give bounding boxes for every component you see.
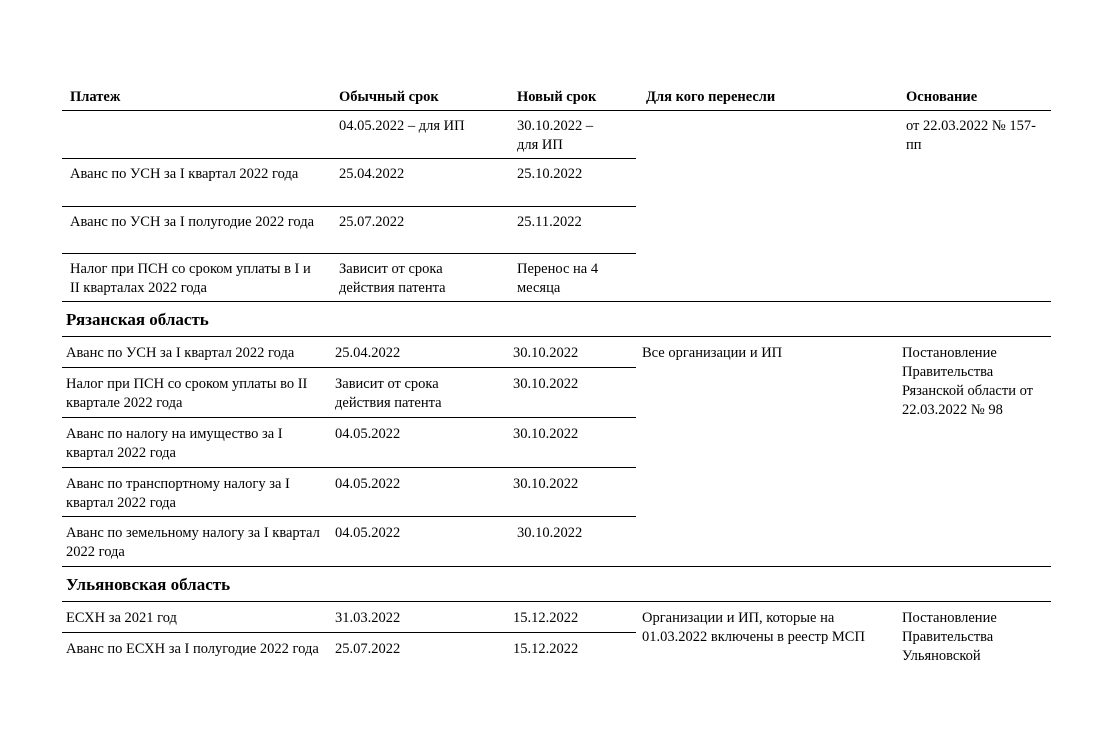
ryazan-basis: Постановление Правительства Рязанской области от 22.03.2022 № 98 <box>902 345 1033 418</box>
header-divider <box>62 110 1051 111</box>
section-divider <box>62 336 1051 337</box>
ryazan-row1-usual: Зависит от срока действия патента <box>335 376 442 411</box>
region-title-ulyanovsk: Ульяновская область <box>66 575 231 594</box>
section-divider <box>62 601 1051 602</box>
ryazan-row3-payment: Аванс по транспортному налогу за I квартал 2022 года <box>66 476 290 511</box>
ulyanovsk-for-whom: Организации и ИП, которые на 01.03.2022 включены в реестр МСП <box>642 610 865 645</box>
s1-row0-new: 30.10.2022 – для ИП <box>517 118 594 153</box>
s1-basis: от 22.03.2022 № 157-пп <box>906 118 1036 153</box>
ryazan-row4-new: 30.10.2022 <box>517 525 583 541</box>
row-divider <box>62 367 636 368</box>
s1-row1-usual: 25.04.2022 <box>339 166 405 182</box>
ryazan-row2-new: 30.10.2022 <box>513 426 579 442</box>
s1-row0-usual: 04.05.2022 – для ИП <box>339 118 465 134</box>
ryazan-row4-payment: Аванс по земельному налогу за I квартал 2022 года <box>66 525 320 560</box>
row-divider <box>62 467 636 468</box>
ryazan-row0-usual: 25.04.2022 <box>335 345 401 361</box>
ryazan-row2-usual: 04.05.2022 <box>335 426 401 442</box>
header-usual-term: Обычный срок <box>339 89 439 105</box>
s1-row-divider <box>62 158 636 159</box>
row-divider <box>62 417 636 418</box>
ryazan-row1-payment: Налог при ПСН со сроком уплаты во II квартале 2022 года <box>66 376 308 411</box>
row-divider <box>62 516 636 517</box>
ulyanovsk-row1-payment: Аванс по ЕСХН за I полугодие 2022 года <box>66 641 319 657</box>
header-for-whom: Для кого перенесли <box>646 89 776 105</box>
ryazan-row0-payment: Аванс по УСН за I квартал 2022 года <box>66 345 295 361</box>
ulyanovsk-row1-new: 15.12.2022 <box>513 641 579 657</box>
s1-row-divider <box>62 206 636 207</box>
s1-row3-usual: Зависит от срока действия патента <box>339 261 446 296</box>
section-divider <box>62 301 1051 302</box>
ulyanovsk-basis: Постановление Правительства Ульяновской <box>902 610 997 664</box>
header-basis: Основание <box>906 89 978 105</box>
region-title-ryazan: Рязанская область <box>66 310 209 329</box>
ryazan-for-whom: Все организации и ИП <box>642 345 783 361</box>
s1-row-divider <box>62 253 636 254</box>
section-divider <box>62 566 1051 567</box>
s1-row2-new: 25.11.2022 <box>517 214 582 230</box>
ulyanovsk-row0-usual: 31.03.2022 <box>335 610 401 626</box>
ryazan-row4-usual: 04.05.2022 <box>335 525 401 541</box>
s1-row3-new: Перенос на 4 месяца <box>517 261 599 296</box>
ryazan-row3-usual: 04.05.2022 <box>335 476 401 492</box>
s1-row2-payment: Аванс по УСН за I полугодие 2022 года <box>70 214 315 230</box>
ryazan-row2-payment: Аванс по налогу на имущество за I квартал 2022 года <box>66 426 283 461</box>
s1-row1-new: 25.10.2022 <box>517 166 583 182</box>
ryazan-row1-new: 30.10.2022 <box>513 376 579 392</box>
ulyanovsk-row0-new: 15.12.2022 <box>513 610 579 626</box>
ulyanovsk-row1-usual: 25.07.2022 <box>335 641 401 657</box>
s1-row1-payment: Аванс по УСН за I квартал 2022 года <box>70 166 299 182</box>
ryazan-row3-new: 30.10.2022 <box>513 476 579 492</box>
s1-row3-payment: Налог при ПСН со сроком уплаты в I и II кварталах 2022 года <box>70 261 311 296</box>
header-new-term: Новый срок <box>517 89 597 105</box>
ulyanovsk-row0-payment: ЕСХН за 2021 год <box>66 610 177 626</box>
s1-row2-usual: 25.07.2022 <box>339 214 405 230</box>
ryazan-row0-new: 30.10.2022 <box>513 345 579 361</box>
header-payment: Платеж <box>70 89 121 105</box>
row-divider <box>62 632 636 633</box>
